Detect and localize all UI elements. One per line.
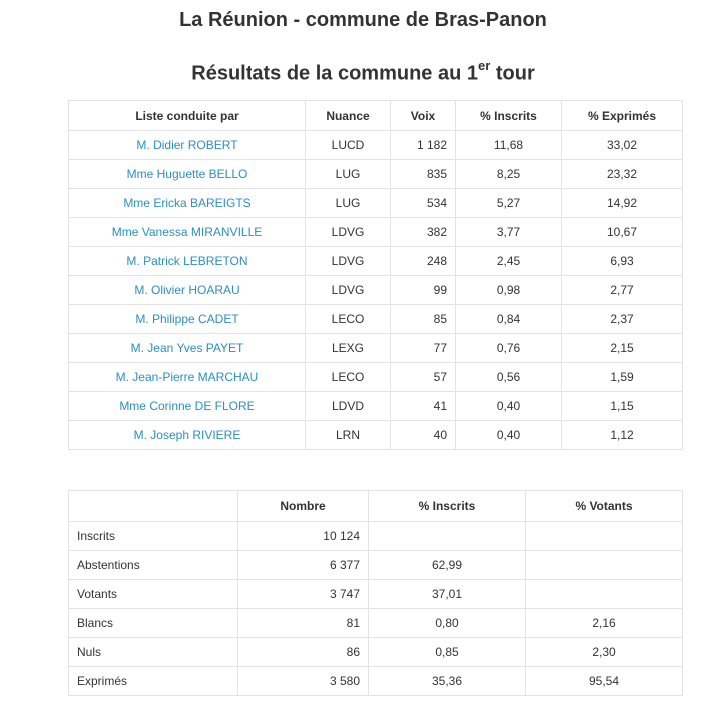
table-row <box>69 522 683 551</box>
candidate-link[interactable]: Mme Huguette BELLO <box>69 160 306 189</box>
candidate-link[interactable]: M. Jean Yves PAYET <box>69 334 306 363</box>
stat-pct-inscrits: 35,36 <box>369 667 526 696</box>
candidate-link[interactable]: Mme Corinne DE FLORE <box>69 392 306 421</box>
pct-exprimes-cell: 1,12 <box>562 421 683 450</box>
table-row <box>69 305 683 334</box>
stat-pct-votants <box>526 551 683 580</box>
pct-exprimes-cell: 2,37 <box>562 305 683 334</box>
pct-exprimes-cell: 2,15 <box>562 334 683 363</box>
pct-exprimes-cell: 10,67 <box>562 218 683 247</box>
voix-cell: 534 <box>391 189 456 218</box>
nuance-cell: LECO <box>306 363 391 392</box>
candidate-link[interactable]: M. Jean-Pierre MARCHAU <box>69 363 306 392</box>
stat-label: Exprimés <box>69 667 238 696</box>
nuance-cell: LEXG <box>306 334 391 363</box>
candidate-link[interactable]: Mme Vanessa MIRANVILLE <box>69 218 306 247</box>
table-row <box>69 392 683 421</box>
table-row <box>69 276 683 305</box>
stat-nombre: 3 580 <box>238 667 369 696</box>
header-empty <box>69 491 238 522</box>
stat-label: Inscrits <box>69 522 238 551</box>
pct-inscrits-cell: 3,77 <box>456 218 562 247</box>
pct-inscrits-cell: 0,84 <box>456 305 562 334</box>
pct-inscrits-cell: 0,40 <box>456 421 562 450</box>
stat-nombre: 86 <box>238 638 369 667</box>
voix-cell: 40 <box>391 421 456 450</box>
nuance-cell: LUG <box>306 160 391 189</box>
stats-header-row <box>69 491 683 522</box>
results-header-row <box>69 101 683 131</box>
page-subtitle <box>0 56 726 86</box>
stat-label: Blancs <box>69 609 238 638</box>
stat-pct-inscrits: 0,80 <box>369 609 526 638</box>
table-row <box>69 334 683 363</box>
voix-cell: 382 <box>391 218 456 247</box>
voix-cell: 248 <box>391 247 456 276</box>
voix-cell: 1 182 <box>391 131 456 160</box>
stat-pct-votants <box>526 580 683 609</box>
pct-inscrits-cell: 0,40 <box>456 392 562 421</box>
candidate-link[interactable]: Mme Ericka BAREIGTS <box>69 189 306 218</box>
pct-inscrits-cell: 5,27 <box>456 189 562 218</box>
header-exprimes: % Exprimés <box>562 101 683 131</box>
nuance-cell: LUCD <box>306 131 391 160</box>
table-row <box>69 638 683 667</box>
subtitle-superscript: er <box>478 58 491 73</box>
pct-exprimes-cell: 6,93 <box>562 247 683 276</box>
pct-exprimes-cell: 1,59 <box>562 363 683 392</box>
table-row <box>69 218 683 247</box>
pct-inscrits-cell: 11,68 <box>456 131 562 160</box>
pct-exprimes-cell: 1,15 <box>562 392 683 421</box>
subtitle-text: Résultats de la commune au 1 <box>191 62 479 85</box>
candidate-link[interactable]: M. Philippe CADET <box>69 305 306 334</box>
candidate-link[interactable]: M. Patrick LEBRETON <box>69 247 306 276</box>
table-row <box>69 131 683 160</box>
nuance-cell: LDVG <box>306 247 391 276</box>
stat-nombre: 3 747 <box>238 580 369 609</box>
results-table <box>68 100 683 450</box>
candidate-link[interactable]: M. Joseph RIVIERE <box>69 421 306 450</box>
stat-pct-inscrits: 0,85 <box>369 638 526 667</box>
pct-exprimes-cell: 23,32 <box>562 160 683 189</box>
pct-inscrits-cell: 0,98 <box>456 276 562 305</box>
nuance-cell: LRN <box>306 421 391 450</box>
stat-label: Votants <box>69 580 238 609</box>
voix-cell: 85 <box>391 305 456 334</box>
header-stats-inscrits: % Inscrits <box>369 491 526 522</box>
table-row <box>69 421 683 450</box>
nuance-cell: LUG <box>306 189 391 218</box>
stat-pct-inscrits <box>369 522 526 551</box>
stat-nombre: 6 377 <box>238 551 369 580</box>
header-voix: Voix <box>391 101 456 131</box>
candidate-link[interactable]: M. Didier ROBERT <box>69 131 306 160</box>
pct-inscrits-cell: 2,45 <box>456 247 562 276</box>
candidate-link[interactable]: M. Olivier HOARAU <box>69 276 306 305</box>
voix-cell: 57 <box>391 363 456 392</box>
stat-pct-votants: 2,16 <box>526 609 683 638</box>
stat-pct-inscrits: 37,01 <box>369 580 526 609</box>
pct-exprimes-cell: 33,02 <box>562 131 683 160</box>
stat-pct-votants: 2,30 <box>526 638 683 667</box>
header-nombre: Nombre <box>238 491 369 522</box>
table-row <box>69 580 683 609</box>
stat-pct-votants <box>526 522 683 551</box>
stat-pct-inscrits: 62,99 <box>369 551 526 580</box>
subtitle-end: tour <box>490 62 535 85</box>
voix-cell: 41 <box>391 392 456 421</box>
stat-pct-votants: 95,54 <box>526 667 683 696</box>
header-liste: Liste conduite par <box>69 101 306 131</box>
header-votants: % Votants <box>526 491 683 522</box>
table-row <box>69 160 683 189</box>
stat-label: Nuls <box>69 638 238 667</box>
pct-inscrits-cell: 0,56 <box>456 363 562 392</box>
table-row <box>69 609 683 638</box>
page-title: La Réunion - commune de Bras-Panon <box>179 9 547 31</box>
nuance-cell: LECO <box>306 305 391 334</box>
nuance-cell: LDVG <box>306 218 391 247</box>
stat-nombre: 10 124 <box>238 522 369 551</box>
voix-cell: 99 <box>391 276 456 305</box>
nuance-cell: LDVD <box>306 392 391 421</box>
voix-cell: 835 <box>391 160 456 189</box>
pct-inscrits-cell: 0,76 <box>456 334 562 363</box>
table-row <box>69 189 683 218</box>
table-row <box>69 551 683 580</box>
stat-label: Abstentions <box>69 551 238 580</box>
stat-nombre: 81 <box>238 609 369 638</box>
header-inscrits: % Inscrits <box>456 101 562 131</box>
pct-inscrits-cell: 8,25 <box>456 160 562 189</box>
header-nuance: Nuance <box>306 101 391 131</box>
pct-exprimes-cell: 14,92 <box>562 189 683 218</box>
pct-exprimes-cell: 2,77 <box>562 276 683 305</box>
stats-table <box>68 490 683 696</box>
table-row <box>69 247 683 276</box>
voix-cell: 77 <box>391 334 456 363</box>
table-row <box>69 363 683 392</box>
table-row <box>69 667 683 696</box>
nuance-cell: LDVG <box>306 276 391 305</box>
